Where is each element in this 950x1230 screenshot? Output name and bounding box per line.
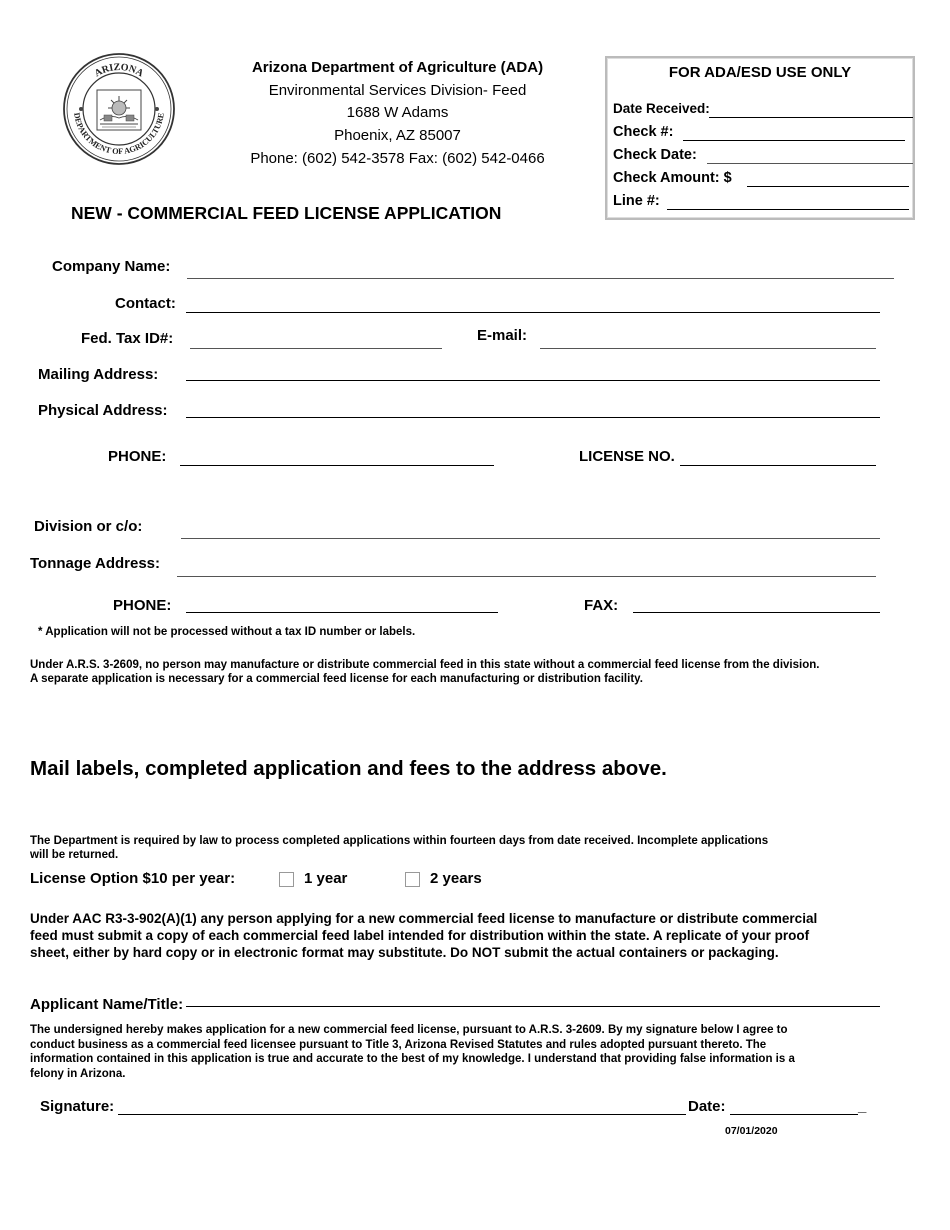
page-title: NEW - COMMERCIAL FEED LICENSE APPLICATION — [71, 203, 502, 223]
applicant-name-title-input[interactable] — [188, 988, 878, 1006]
aac-line-3: sheet, either by hard copy or in electronic format may substitute. Do NOT submit the actual containers or packaging. — [30, 945, 779, 960]
tonnage-address-line — [177, 576, 876, 577]
contact-input[interactable] — [188, 294, 878, 312]
email-label: E-mail: — [477, 327, 528, 344]
one-year-label: 1 year — [304, 870, 348, 887]
phone-line — [180, 465, 494, 466]
email-line — [540, 348, 876, 349]
ars-line-1: Under A.R.S. 3-2609, no person may manufacture or distribute commercial feed in this state without a commercial feed license from the division. — [30, 659, 820, 671]
signature-label: Signature: — [40, 1098, 115, 1115]
two-years-label: 2 years — [430, 870, 482, 887]
division-input[interactable] — [183, 520, 878, 538]
physical-address-input[interactable] — [188, 399, 878, 417]
fax-line — [633, 612, 880, 613]
one-year-checkbox[interactable] — [279, 872, 294, 887]
svg-text:ARIZONA — [93, 62, 146, 80]
undersigned-line-4: felony in Arizona. — [30, 1067, 126, 1080]
fed-tax-id-input[interactable] — [192, 330, 440, 348]
company-name-line — [187, 278, 894, 279]
aac-paragraph — [30, 910, 817, 961]
division-label: Division or c/o: — [34, 518, 143, 535]
dept-line-2: will be returned. — [30, 849, 119, 861]
email-input[interactable] — [542, 330, 874, 348]
undersigned-line-2: conduct business as a commercial feed licensee pursuant to Title 3, Arizona Revised Statutes and rules adopted pursuant thereto. The — [30, 1038, 767, 1051]
license-no-input[interactable] — [682, 446, 874, 464]
physical-address-label: Physical Address: — [38, 402, 168, 419]
phone-input[interactable] — [182, 446, 492, 464]
undersigned-line-3: information contained in this application is true and accurate to the best of my knowledge. I understand that providing false information is a — [30, 1053, 795, 1065]
fax-input[interactable] — [635, 594, 878, 612]
undersigned-paragraph — [30, 1023, 795, 1081]
check-date-label: Check Date: — [613, 147, 697, 163]
applicant-name-title-line — [186, 1006, 880, 1007]
signature-line — [118, 1114, 686, 1115]
office-box-title: FOR ADA/ESD USE ONLY — [668, 64, 852, 81]
applicant-name-title-label: Applicant Name/Title: — [30, 996, 184, 1013]
revision-date: 07/01/2020 — [725, 1125, 778, 1137]
phone-fax: Phone: (602) 542-3578 Fax: (602) 542-0466 — [250, 150, 545, 167]
physical-address-line — [186, 417, 880, 418]
division-name: Environmental Services Division- Feed — [268, 82, 527, 99]
check-no-label: Check #: — [613, 124, 674, 140]
license-no-label: LICENSE NO. — [579, 448, 675, 465]
contact-line — [186, 312, 880, 313]
org-name: Arizona Department of Agriculture (ADA) — [251, 59, 544, 76]
company-name-label: Company Name: — [52, 258, 171, 275]
tonnage-address-input[interactable] — [179, 557, 874, 575]
mailing-address-input[interactable] — [188, 362, 878, 380]
dept-line-1: The Department is required by law to process completed applications within fourteen days from date received. Incomplete applications — [30, 835, 769, 847]
phone2-label: PHONE: — [113, 597, 172, 614]
undersigned-line-1: The undersigned hereby makes application for a new commercial feed license, pursuant to A.R.S. 3-2609. By my signature below I agree to — [30, 1024, 788, 1036]
phone-label: PHONE: — [108, 448, 167, 465]
line-no-label: Line #: — [613, 193, 660, 209]
city-state-zip: Phoenix, AZ 85007 — [334, 127, 461, 144]
check-no-line — [683, 140, 905, 141]
signature-input[interactable] — [120, 1096, 684, 1114]
division-line — [181, 538, 880, 539]
check-amount-line — [747, 186, 909, 187]
seal-top-text: ARIZONA — [92, 61, 146, 80]
tax-note: * Application will not be processed without a tax ID number or labels. — [38, 626, 416, 638]
line-no-line — [667, 209, 909, 210]
mailing-address-line — [186, 380, 880, 381]
fed-tax-id-label: Fed. Tax ID#: — [81, 330, 174, 347]
seal-bottom-text: DEPARTMENT OF AGRICULTURE — [72, 112, 166, 157]
phone2-line — [186, 612, 498, 613]
tonnage-address-label: Tonnage Address: — [30, 555, 161, 572]
ars-line-2: A separate application is necessary for a commercial feed license for each manufacturing or distribution facility. — [30, 673, 643, 685]
fax-label: FAX: — [584, 597, 619, 614]
date-received-line — [709, 117, 913, 118]
date-input[interactable] — [732, 1096, 856, 1114]
date-label: Date: — [688, 1098, 726, 1115]
office-use-box — [605, 56, 915, 220]
date-line-tail: _ — [858, 1098, 867, 1115]
fed-tax-id-line — [190, 348, 442, 349]
license-option-label: License Option $10 per year: — [30, 870, 236, 887]
street-address: 1688 W Adams — [346, 104, 449, 121]
date-line — [730, 1114, 858, 1115]
date-received-label: Date Received: — [613, 101, 710, 116]
check-amount-label: Check Amount: $ — [613, 170, 732, 186]
license-no-line — [680, 465, 876, 466]
two-years-checkbox[interactable] — [405, 872, 420, 887]
phone2-input[interactable] — [188, 594, 496, 612]
aac-line-2: feed must submit a copy of each commercial feed label intended for distribution within the state. A replicate of your proof — [30, 928, 810, 943]
contact-label: Contact: — [115, 295, 176, 312]
department-seal — [62, 52, 176, 166]
mail-heading: Mail labels, completed application and fees to the address above. — [30, 757, 667, 780]
mailing-address-label: Mailing Address: — [38, 366, 159, 383]
check-date-line — [707, 163, 913, 164]
company-name-input[interactable] — [188, 259, 893, 277]
aac-line-1: Under AAC R3-3-902(A)(1) any person applying for a new commercial feed license to manufacture or distribute commercial — [30, 911, 818, 926]
